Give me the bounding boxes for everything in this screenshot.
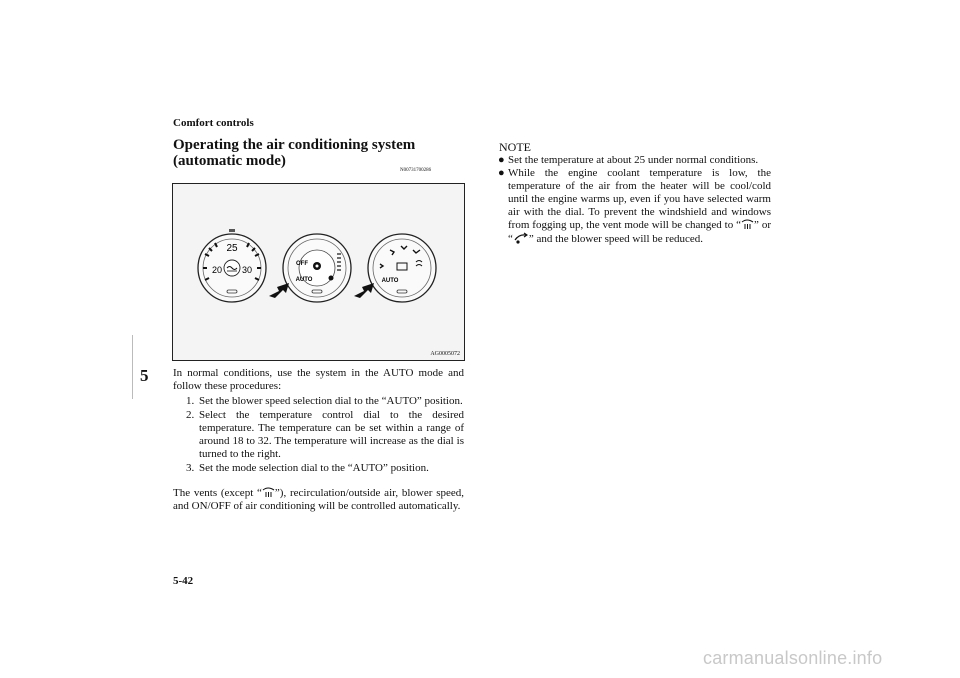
- defrost-icon: [741, 219, 754, 230]
- procedure-step: 1. Set the blower speed selection dial to the “AUTO” position.: [186, 395, 463, 407]
- intro-paragraph: In normal conditions, use the system in the AUTO mode and follow these procedures:: [173, 367, 464, 392]
- bullet-icon: ●: [498, 154, 505, 166]
- procedure-steps: [173, 395, 464, 475]
- reference-code: N00731700286: [400, 168, 432, 173]
- chapter-divider: [132, 335, 133, 399]
- temp-label-30: 30: [241, 265, 253, 275]
- arrow-icon: [269, 283, 289, 298]
- note-item: ● While the engine coolant temperature is low, the temperature of the air from the heater will be cool/cold until the engine warms up, even if you have selected warm air with the dial. To prevent the windshield and windows from fogging up, the vent mode will be changed to “ ” or “ ” and the blower speed will be reduced.: [498, 167, 772, 245]
- blower-label-auto: AUTO: [295, 277, 313, 283]
- watermark: carmanualsonline.info: [703, 648, 883, 668]
- fan-icon: [329, 276, 334, 281]
- note-list: [499, 154, 771, 246]
- climate-control-figure: [172, 183, 465, 361]
- mode-selection-dial: [368, 234, 436, 302]
- temperature-dial: [198, 229, 266, 302]
- procedure-step: 3. Set the mode selection dial to the “AUTO” position.: [186, 462, 429, 474]
- note-label: NOTE: [499, 140, 531, 154]
- page-number: 5-42: [173, 575, 194, 587]
- temp-label-25: 25: [226, 243, 238, 254]
- foot-defrost-vent-icon: [513, 232, 529, 244]
- body-text: [173, 367, 464, 513]
- procedure-step: 2. Select the temperature control dial to the desired temperature. The temperature can be set within a range of around 18 to 32. The temperature will increase as the dial is turned to the right.: [186, 409, 464, 460]
- page-title: Operating the air conditioning system (automatic mode): [173, 137, 416, 169]
- defrost-icon: [262, 487, 275, 498]
- figure-code: AG0005072: [430, 351, 460, 357]
- chapter-tab: 5: [140, 366, 149, 385]
- arrow-icon: [354, 283, 374, 298]
- blower-label-off: OFF: [296, 261, 308, 267]
- temp-label-20: 20: [211, 265, 223, 275]
- closing-paragraph: The vents (except “ ”), recirculation/outside air, blower speed, and ON/OFF of air conditioning will be controlled automatically.: [173, 487, 464, 512]
- control-dials-illustration: [173, 184, 464, 360]
- bullet-icon: ●: [498, 167, 505, 179]
- fan-icon: [313, 262, 321, 270]
- blower-speed-dial: [283, 234, 351, 302]
- section-header: Comfort controls: [173, 117, 254, 129]
- note-item: ● Set the temperature at about 25 under normal conditions.: [498, 154, 759, 166]
- note-section: [499, 141, 771, 246]
- mode-label-auto: AUTO: [381, 278, 399, 284]
